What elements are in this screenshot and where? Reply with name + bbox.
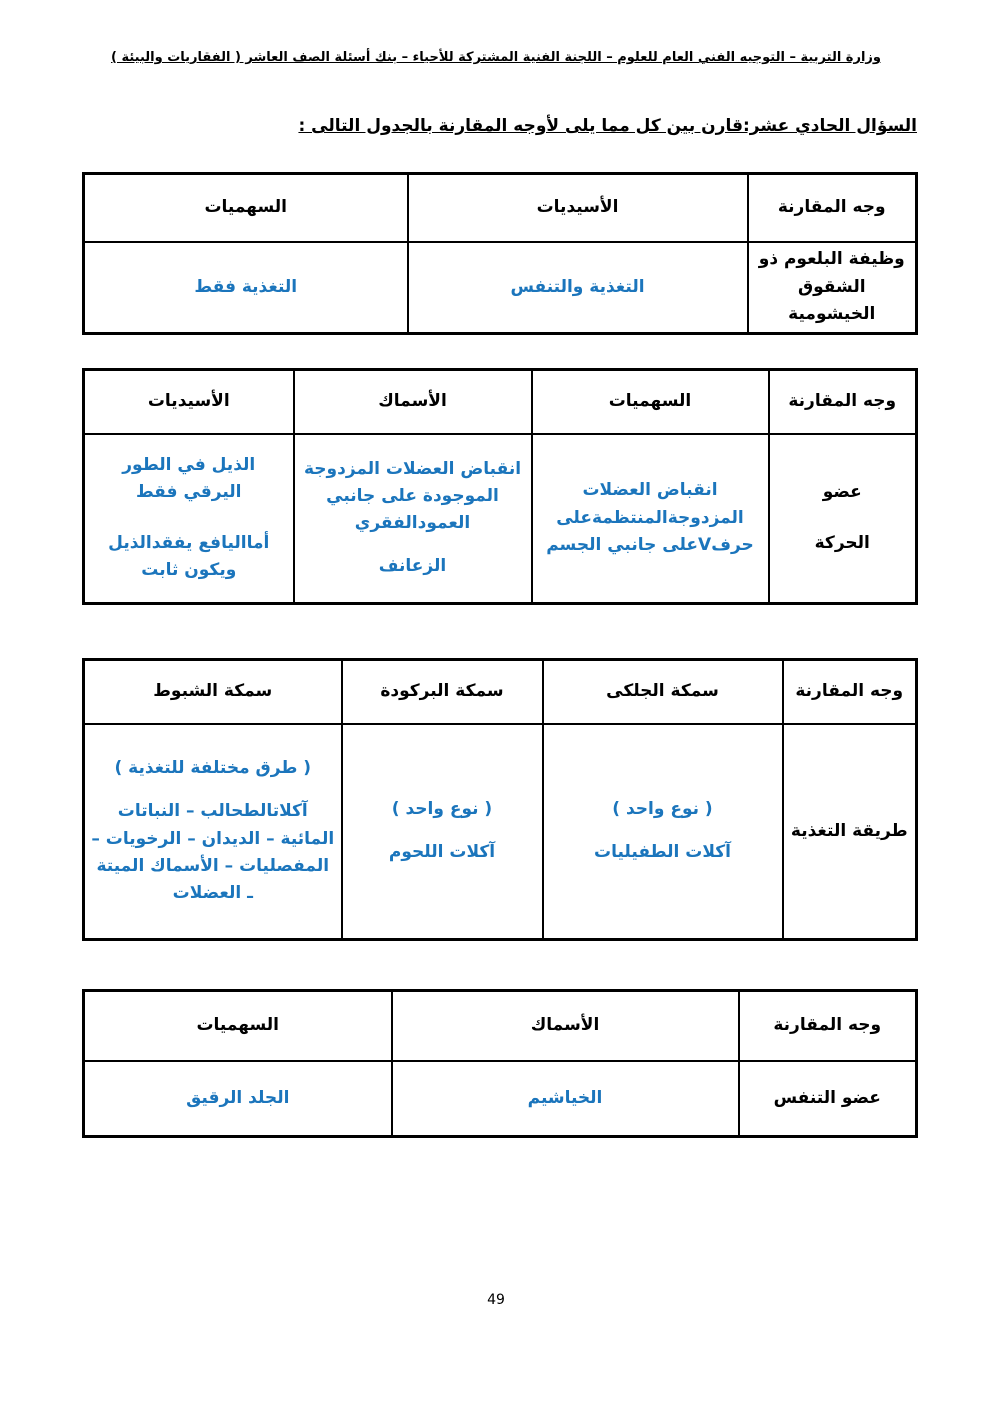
cell-text: ( طرق مختلفة للتغذية ) — [114, 758, 312, 779]
table-body-row — [84, 1061, 917, 1137]
t3-body-jilky-cell — [543, 724, 783, 940]
comparison-table-movement — [82, 368, 918, 605]
t1-body-sahmiyat-cell: التغذية فقط — [84, 242, 408, 334]
t2-header-asmak-cell: الأسماك — [294, 370, 532, 434]
cell-text: ( نوع واحد ) — [612, 799, 713, 820]
cell-text: انقباض العضلات المزدوجةالمنتظمةعلى حرفVعلى جانبي الجسم — [546, 480, 754, 555]
t4-header-asmak-cell: الأسماك — [392, 991, 739, 1061]
document-header-text: وزارة التربية – التوجيه الفني العام للعلوم – اللجنة الفنية المشتركة للأحياء – بنك أسئلة الصف العاشر ( الفقاريات والبيئة ) — [110, 50, 881, 65]
page-number: 49 — [487, 1292, 505, 1308]
t1-body-aseedyat-cell: التغذية والتنفس — [408, 242, 748, 334]
cell-text: الحركة — [814, 533, 870, 554]
document-header — [0, 50, 992, 65]
t2-body-sahmiyat-cell — [532, 434, 769, 604]
cell-text: الزعانف — [378, 556, 447, 577]
t3-header-compare-cell: وجه المقارنة — [783, 660, 917, 724]
t4-header-compare-cell: وجه المقارنة — [739, 991, 917, 1061]
t1-header-compare-cell: وجه المقارنة — [748, 174, 917, 242]
t2-header-sahmiyat-cell: السهميات — [532, 370, 769, 434]
t2-body-aseedyat-cell — [84, 434, 294, 604]
table-body-row — [84, 434, 917, 604]
cell-text: ( نوع واحد ) — [391, 799, 493, 820]
t2-body-asmak-cell — [294, 434, 532, 604]
table-body-row — [84, 724, 917, 940]
t1-header-sahmiyat-cell: السهميات — [84, 174, 408, 242]
table-header-row — [84, 660, 917, 724]
comparison-table-feeding — [82, 658, 918, 941]
t4-body-sahmiyat-cell: الجلد الرقيق — [84, 1061, 392, 1137]
table-header-row — [84, 174, 917, 242]
t3-header-barracuda-cell: سمكة البركودة — [342, 660, 543, 724]
cell-text: آكلات الطفيليات — [594, 842, 731, 863]
t4-header-sahmiyat-cell: السهميات — [84, 991, 392, 1061]
t2-header-aseedyat-cell: الأسيديات — [84, 370, 294, 434]
cell-text: آكلاتالطحالب – النباتات المائية – الديدان – الرخويات – المفصليات – الأسماك الميتة ـ العضلات — [91, 801, 335, 904]
t3-header-shabbout-cell: سمكة الشبوط — [84, 660, 342, 724]
cell-text-stack — [776, 479, 910, 557]
table-body-row — [84, 242, 917, 334]
comparison-table-pharynx — [82, 172, 918, 335]
t3-header-jilky-cell: سمكة الجلكى — [543, 660, 783, 724]
t3-body-shabbout-cell — [84, 724, 342, 940]
cell-text: عضو — [822, 482, 862, 503]
t3-body-barracuda-cell — [342, 724, 543, 940]
cell-text: آكلات اللحوم — [388, 842, 496, 863]
t2-header-compare-cell: وجه المقارنة — [769, 370, 917, 434]
cell-text: انقباض العضلات المزدوجة الموجودة على جانبي العمودالفقري — [303, 458, 522, 534]
table-header-row — [84, 991, 917, 1061]
t4-body-compare-cell: عضو التنفس — [739, 1061, 917, 1137]
t1-header-aseedyat-cell: الأسيديات — [408, 174, 748, 242]
question-title: السؤال الحادي عشر:قارن بين كل مما يلى لأوجه المقارنة بالجدول التالى : — [298, 116, 917, 136]
cell-text: الذيل في الطور اليرقي فقط — [122, 454, 256, 503]
t4-body-asmak-cell: الخياشيم — [392, 1061, 739, 1137]
t3-body-compare-cell: طريقة التغذية — [783, 724, 917, 940]
t1-body-compare-cell: وظيفة البلعوم ذو الشقوق الخيشومية — [748, 242, 917, 334]
comparison-table-respiration — [82, 989, 918, 1138]
table-header-row — [84, 370, 917, 434]
t2-body-compare-cell — [769, 434, 917, 604]
cell-text: أمااليافع يفقدالذيل ويكون ثابت — [108, 533, 270, 581]
